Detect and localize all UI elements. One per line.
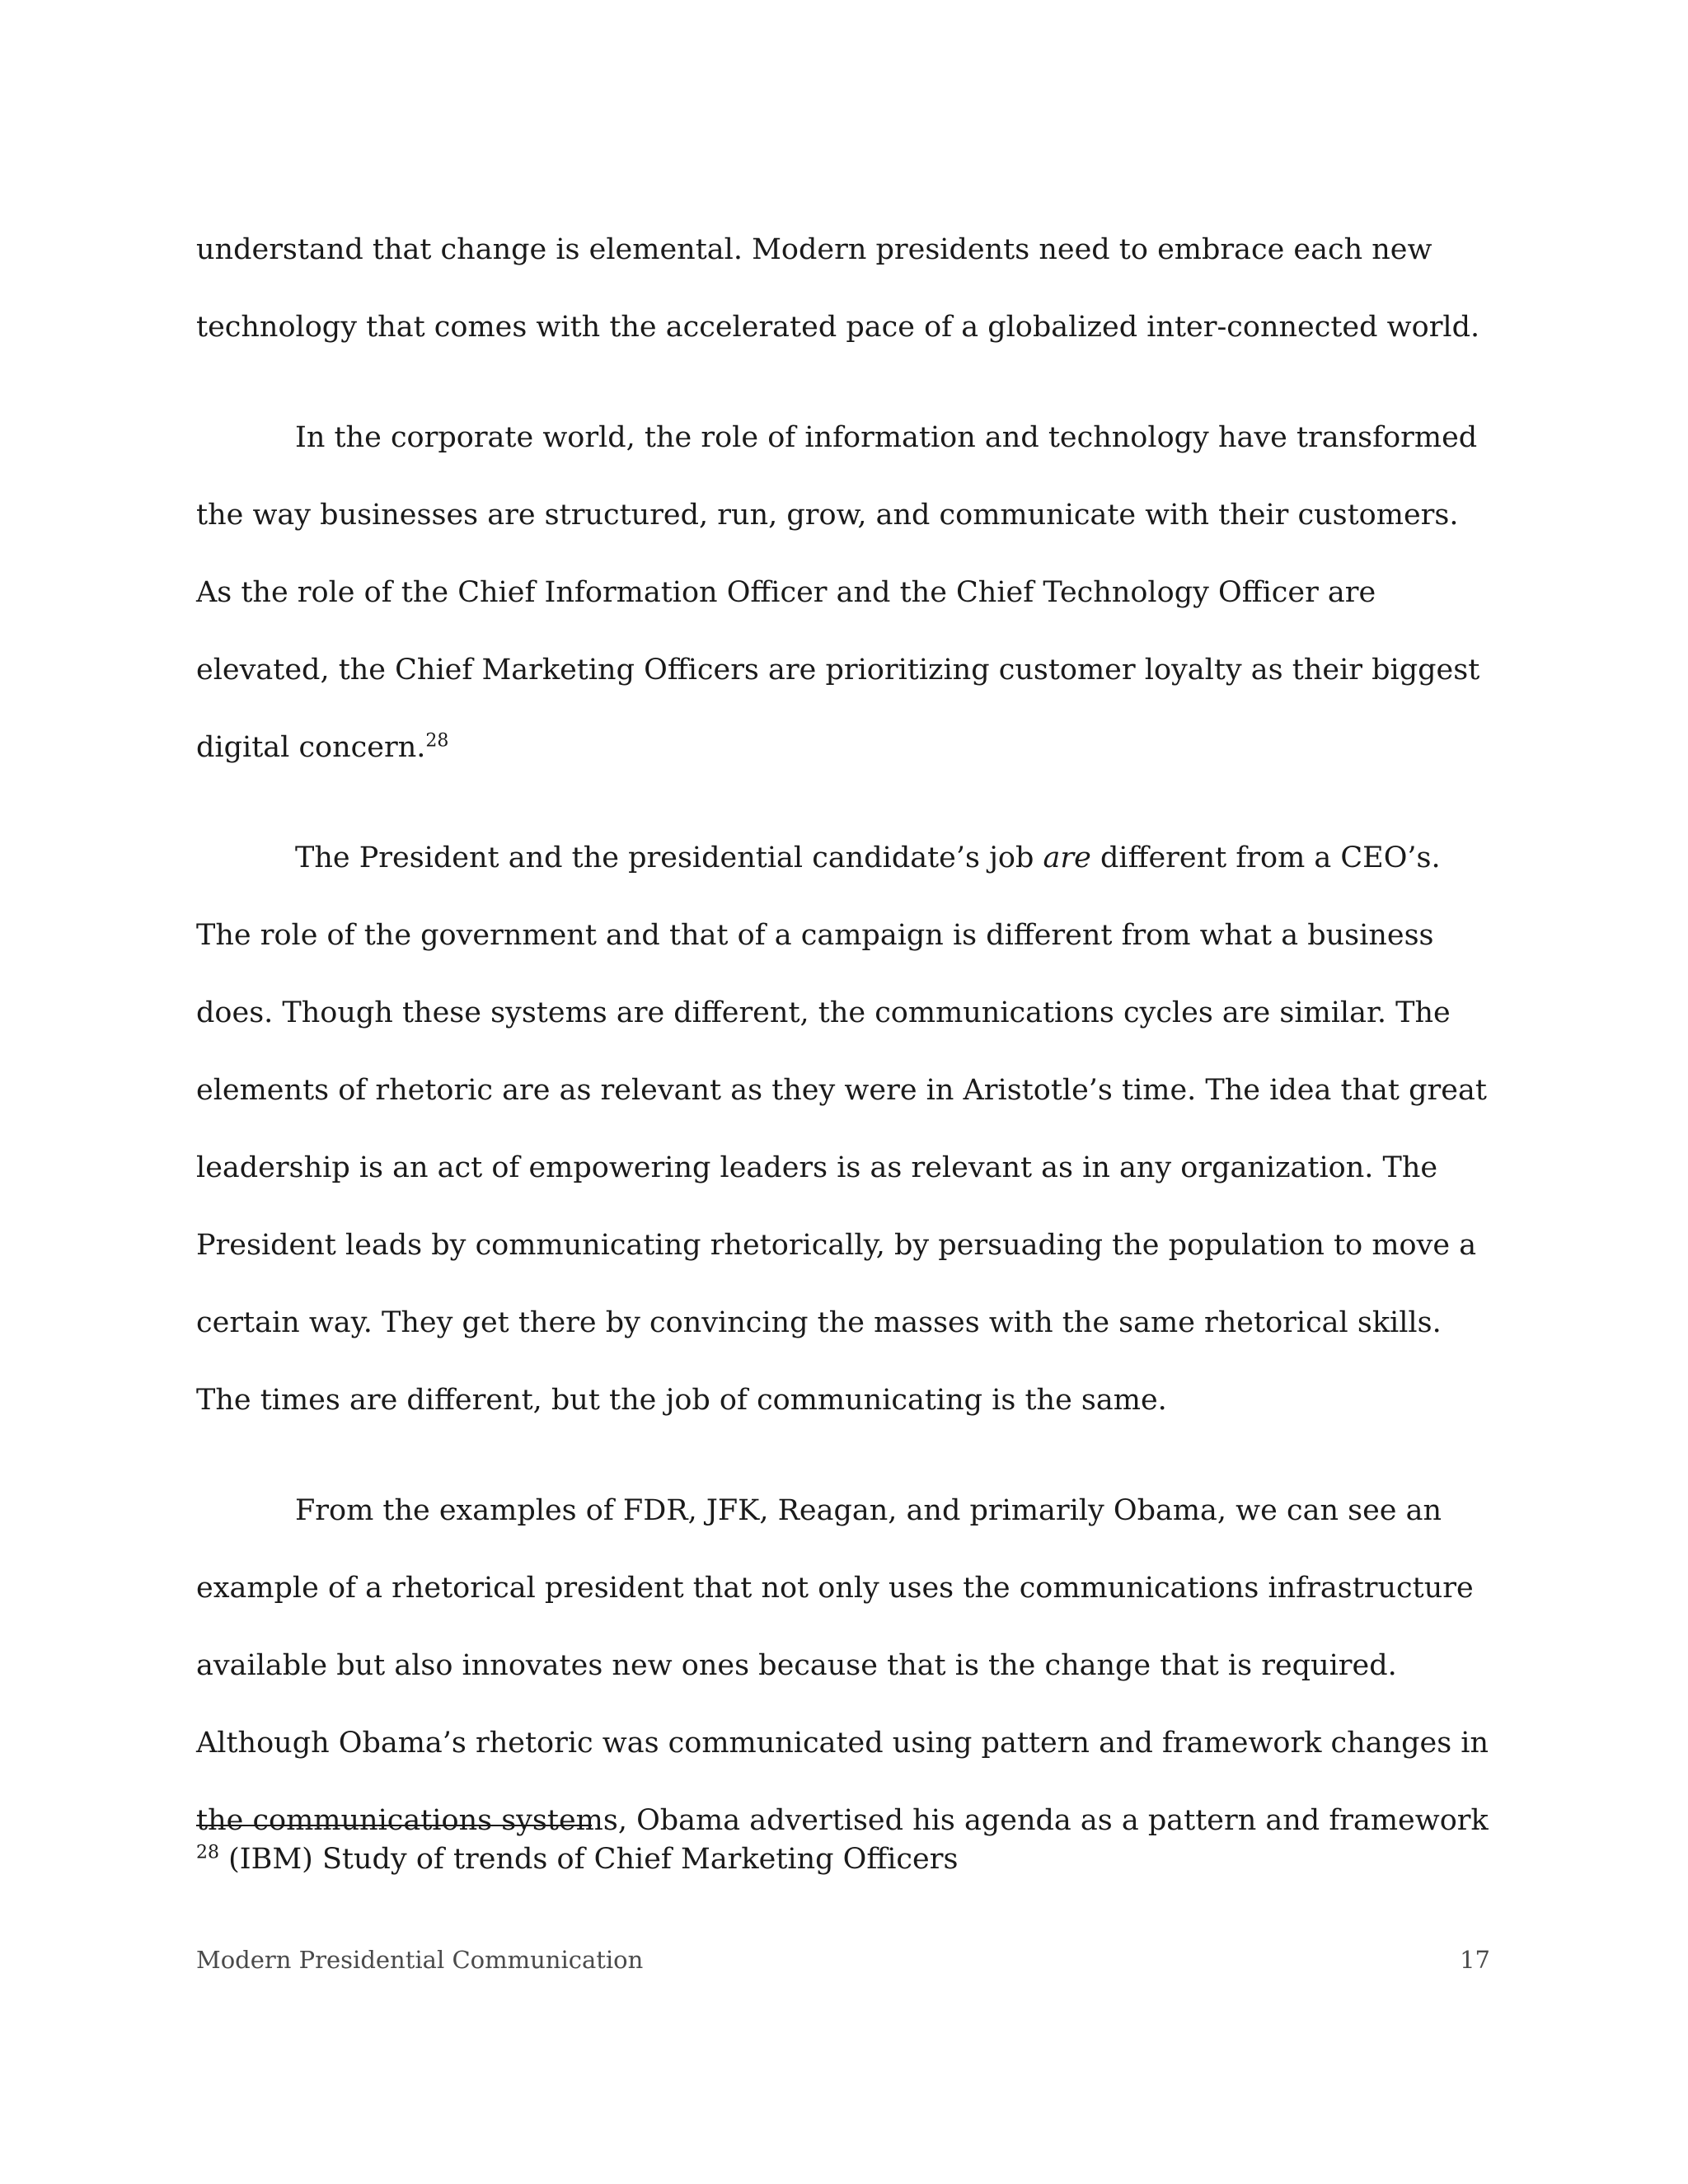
- footnote-number: 28: [196, 1842, 219, 1863]
- footnote: [196, 1840, 1490, 1879]
- paragraph-3-emphasis: are: [1043, 841, 1091, 874]
- paragraph-1: [196, 211, 1490, 366]
- paragraph-1-text: understand that change is elemental. Modern presidents need to embrace each new technology that comes with the accelerated pace of a globalized inter-connected world.: [196, 233, 1480, 344]
- footnote-reference[interactable]: 28: [425, 730, 449, 752]
- page-footer: [196, 1943, 1490, 1976]
- paragraph-4: [196, 1472, 1490, 1859]
- footer-title: Modern Presidential Communication: [196, 1946, 644, 1974]
- footnote-text: (IBM) Study of trends of Chief Marketing Officers: [219, 1843, 959, 1876]
- paragraph-2: [196, 399, 1490, 786]
- paragraph-4-text: From the examples of FDR, JFK, Reagan, and primarily Obama, we can see an example of a rhetorical president that not only uses the communications infrastructure available but also innovates new ones because that is the change that is required. Although Obama’s rhetoric was communicated using pattern and framework changes in the communications systems, Obama advertised his agenda as a pattern and framework: [196, 1494, 1489, 1837]
- body-text: [196, 211, 1490, 1892]
- paragraph-3: [196, 819, 1490, 1439]
- page-number: 17: [1460, 1946, 1490, 1974]
- paragraph-3-text-before: The President and the presidential candidate’s job: [295, 841, 1043, 874]
- paragraph-2-text: In the corporate world, the role of information and technology have transformed the way businesses are structured, run, grow, and communicate with their customers. As the role of the Chief Information Officer and the Chief Technology Officer are elevated, the Chief Marketing Officers are prioritizing customer loyalty as their biggest digital concern.: [196, 421, 1480, 764]
- footnote-separator: [196, 1825, 592, 1826]
- paragraph-3-text-after: different from a CEO’s. The role of the government and that of a campaign is different from what a business does. Though these systems are different, the communications cycles are similar. The elements of rhetoric are as relevant as they were in Aristotle’s time. The idea that great leadership is an act of empowering leaders is as relevant as in any organization. The President leads by communicating rhetorically, by persuading the population to move a certain way. They get there by convincing the masses with the same rhetorical skills. The times are different, but the job of communicating is the same.: [196, 841, 1487, 1417]
